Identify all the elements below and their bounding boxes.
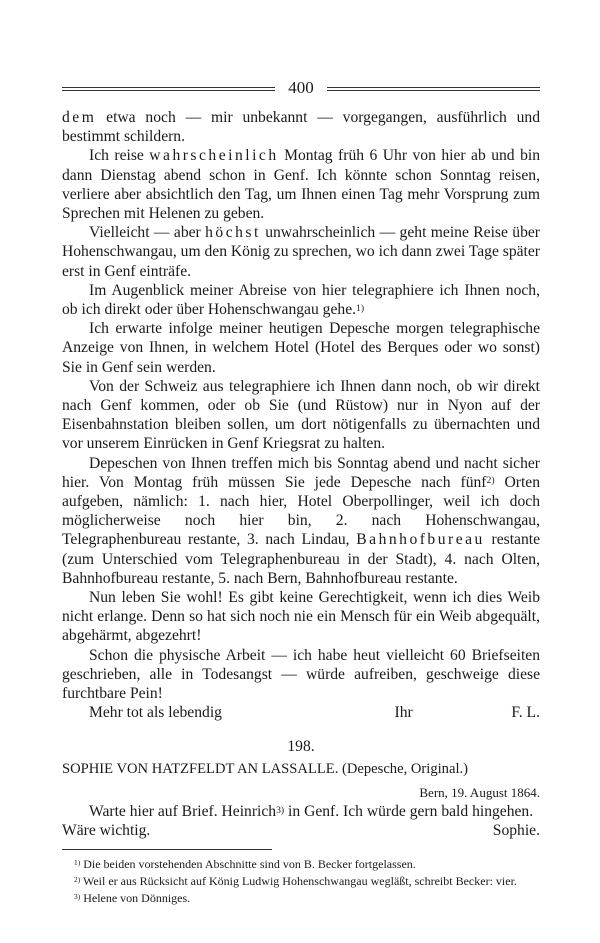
paragraph-text: Vielleicht — aber [89, 224, 206, 242]
spaced-text: dem [62, 109, 97, 126]
footnote-text: Helene von Dönniges. [80, 890, 191, 905]
footnote-ref: 2) [486, 475, 495, 487]
paragraph [62, 146, 540, 223]
telegram-text: Warte hier auf Brief. Heinrich [89, 803, 277, 821]
header-rule-right [327, 87, 540, 91]
paragraph-text: restante (zum Unterschied vom Telegraphenbureau in der Stadt), 4. nach Olten, Bahnhofbureau restante, 5. nach Bern, Bahnhofbureau restante. [62, 531, 540, 587]
footnote-ref: 3) [276, 804, 285, 816]
letter-heading: SOPHIE VON HATZFELDT AN LASSALLE. (Depesche, Original.) [62, 760, 469, 777]
paragraph-text: Depeschen von Ihnen treffen mich bis Sonntag abend und nacht sicher hier. Von Montag früh müssen Sie jede Depesche nach fünf [62, 454, 540, 491]
paragraph-text: Im Augenblick meiner Abreise von hier telegraphiere ich Ihnen noch, ob ich direkt oder über Hohenschwangau gehe. [62, 281, 540, 319]
paragraph [62, 223, 540, 281]
paragraph-text: Orten aufgeben, nämlich: 1. nach hier, Hotel Oberpollinger, weil ich doch möglicherweise noch hier bin, 2. nach Hohenschwangau, Telegraphenbureau restante, 3. nach Lindau, [62, 473, 541, 549]
page-number: 400 [288, 78, 314, 97]
footnote-mark: 1) [74, 857, 81, 867]
paragraph [62, 646, 540, 704]
paragraph [62, 588, 540, 646]
footnote-mark: 3) [74, 891, 81, 901]
footnote [62, 873, 540, 890]
paragraph-text: Montag früh 6 Uhr von hier ab und bin dann Dienstag abend schon in Genf. Ich könnte schon Sonntag reisen, verliere aber absichtlich den Tag, um Ihnen einen Tag mehr Vorsprung zum Sprechen mit Helenen zu geben. [62, 147, 540, 223]
paragraph [62, 377, 540, 454]
spaced-text: höchst [205, 224, 261, 242]
paragraph [62, 108, 540, 146]
letter-number: 198. [287, 737, 315, 755]
body-text [62, 108, 540, 907]
paragraphs [62, 108, 540, 703]
paragraph-text: Nun leben Sie wohl! Es gibt keine Gerechtigkeit, wenn ich dies Weib nicht erlange. Denn so hat sich noch nie ein Mensch für ein Weib abgequält, abgehärmt, abgezehrt! [62, 589, 540, 645]
footnote-ref: 1) [356, 302, 365, 314]
footnote-text: Die beiden vorstehenden Abschnitte sind von B. Becker fortgelassen. [80, 856, 416, 871]
telegram-body [62, 802, 540, 821]
closing-line [62, 703, 540, 722]
footnotes [62, 856, 540, 907]
footnote-mark: 2) [74, 874, 81, 884]
telegram-last-line [62, 821, 540, 840]
paragraph [62, 319, 540, 377]
spaced-text: Bahnhofbureau [356, 531, 485, 549]
paragraph-text: Ich erwarte infolge meiner heutigen Depesche morgen telegraphische Anzeige von Ihnen, in welchem Hotel (Hotel des Berques oder wo sonst) Sie in Genf sein werden. [62, 320, 540, 376]
paragraph-text: Ich reise [89, 147, 150, 165]
page-header [62, 76, 540, 100]
paragraph-text: Von der Schweiz aus telegraphiere ich Ihnen dann noch, ob wir direkt nach Genf kommen, oder ob Sie (und Rüstow) nur in Nyon auf der Eisenbahnstation bleiben sollen, um dort nötigenfalls zu übernachten und vor unserem Einrücken in Genf Kriegsrat zu halten. [62, 377, 540, 453]
paragraph-text: etwa noch — mir unbekannt — vorgegangen, ausführlich und bestimmt schildern. [62, 109, 540, 146]
telegram-text-rest: in Genf. Ich würde gern bald hingehen. [284, 803, 534, 821]
closing-center: Ihr [394, 704, 413, 722]
telegram-signature: Sophie. [492, 822, 540, 840]
paragraph [62, 281, 540, 319]
paragraph [62, 454, 540, 588]
closing-left: Mehr tot als lebendig [89, 704, 222, 722]
spaced-text: wahrscheinlich [149, 147, 279, 165]
paragraph-text: unwahrscheinlich — geht meine Reise über Hohenschwangau, um den König zu sprechen, wo ich dann zwei Tage später erst in Genf einträfe. [62, 224, 540, 280]
telegram-text-last: Wäre wichtig. [62, 822, 151, 840]
letter-date: Bern, 19. August 1864. [419, 784, 540, 800]
footnote [62, 890, 540, 907]
footnote-rule [62, 849, 272, 850]
footnote [62, 856, 540, 873]
closing-signature: F. L. [511, 704, 540, 722]
footnote-text: Weil er aus Rücksicht auf König Ludwig Hohenschwangau wegläßt, schreibt Becker: vier. [80, 873, 517, 888]
paragraph-text: Schon die physische Arbeit — ich habe heut vielleicht 60 Briefseiten geschrieben, alle in Todesangst — würde aufreiben, geschweige diese furchtbare Pein! [62, 646, 540, 703]
